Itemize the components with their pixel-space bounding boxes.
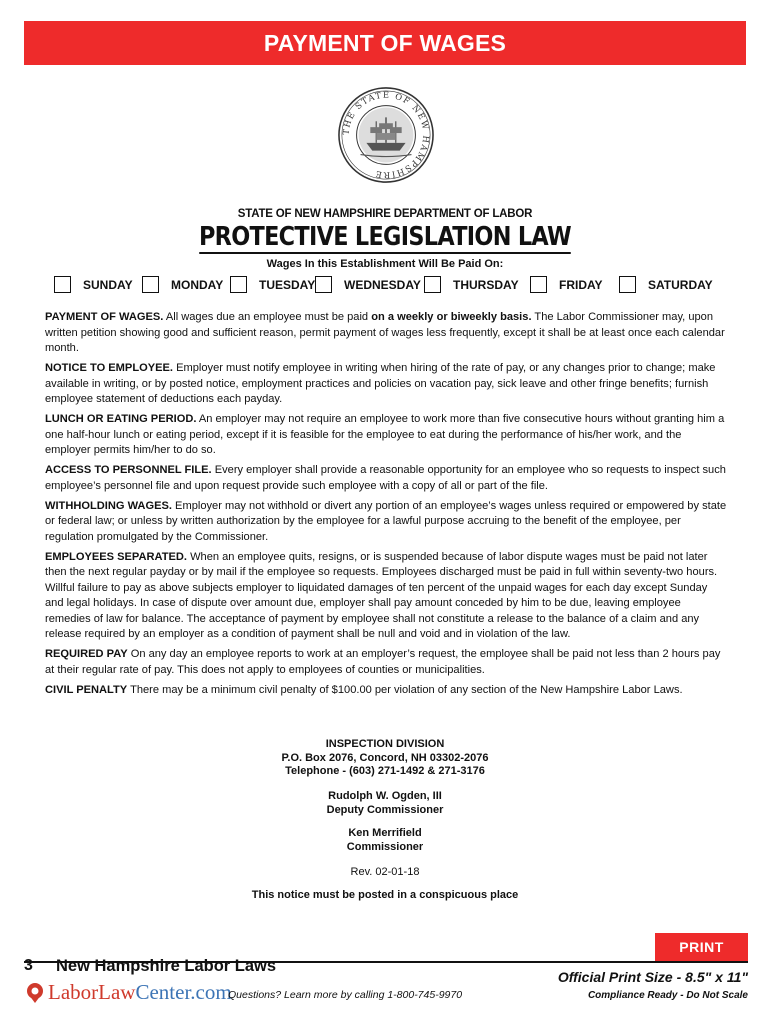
day-option-thursday [424, 276, 519, 293]
commissioner-title: Commissioner [346, 840, 424, 853]
day-label: WEDNESDAY [344, 277, 421, 292]
title-banner [24, 21, 746, 65]
questions-phone: Questions? Learn more by calling 1-800-745-9970 [228, 989, 463, 1001]
section-notice-to-employee [45, 361, 727, 408]
checkbox-friday[interactable] [530, 276, 547, 293]
section-personnel-file [45, 463, 727, 494]
section-payment-of-wages [45, 310, 727, 357]
logo-pin-icon [24, 982, 46, 1004]
section-text: Employer must notify employee in writing when hiring of the rate of pay, or any changes prior to change; make available in writing, or by posted notice, employment practices and policies on vacation pay, sick leave and other fringe benefits; furnish employee statement of deductions each payday. [45, 362, 716, 405]
section-heading: NOTICE TO EMPLOYEE. [45, 362, 174, 374]
seal-ring-text: THE STATE OF NEW HAMPSHIRE [340, 89, 432, 181]
section-heading: LUNCH OR EATING PERIOD. [45, 413, 197, 425]
section-text: The Labor Commissioner may, upon written petition showing good and sufficient reason, permit payment of wages less frequently, except it shall be at least once each calendar month. [45, 311, 725, 354]
section-lunch-period [45, 412, 727, 459]
page-title: PAYMENT OF WAGES [263, 29, 507, 56]
section-civil-penalty [45, 683, 727, 699]
laborlawcenter-logo[interactable] [24, 980, 232, 1005]
print-button[interactable]: PRINT [655, 933, 748, 961]
commissioner-block [0, 827, 770, 854]
checkbox-saturday[interactable] [619, 276, 636, 293]
section-heading: ACCESS TO PERSONNEL FILE. [45, 464, 212, 476]
state-seal-icon [337, 86, 435, 184]
logo-text-primary: LaborLaw [48, 980, 136, 1004]
day-label: MONDAY [171, 277, 224, 292]
law-title-text: PROTECTIVE LEGISLATION LAW [198, 222, 572, 252]
agency-name: STATE OF NEW HAMPSHIRE DEPARTMENT OF LABOR [237, 208, 533, 220]
logo-text-secondary: Center.com [135, 980, 232, 1004]
section-emphasis: on a weekly or biweekly basis. [371, 311, 532, 323]
page-number: 3 [24, 957, 33, 974]
day-label: SATURDAY [648, 277, 713, 292]
section-text: Every employer shall provide a reasonable opportunity for an employee who so requests to inspect such employee’s personnel file and upon request provide such employee with a copy of all or part of the file. [45, 464, 726, 492]
section-text: There may be a minimum civil penalty of $100.00 per violation of any section of the New Hampshire Labor Laws. [127, 683, 683, 696]
section-text: All wages due an employee must be paid [163, 311, 372, 323]
division-address: P.O. Box 2076, Concord, NH 03302-2076 [281, 751, 489, 764]
law-title [54, 222, 716, 252]
section-employees-separated [45, 550, 727, 643]
checkbox-wednesday[interactable] [315, 276, 332, 293]
section-text: Employer may not withhold or divert any portion of an employee’s wages unless required or empowered by state or federal law; or unless by written authorization by the employee for a lawful purpose accruing to the benefit of the employee, per regulation promulgated by the Commissioner. [45, 499, 727, 543]
paid-on-label: Wages In this Establishment Will Be Paid On: [266, 258, 504, 270]
revision: Rev. 02-01-18 [350, 866, 420, 878]
day-option-sunday [54, 276, 133, 293]
day-option-monday [142, 276, 223, 293]
day-option-tuesday [230, 276, 315, 293]
notice-body [45, 310, 727, 703]
checkbox-tuesday[interactable] [230, 276, 247, 293]
section-heading: WITHHOLDING WAGES. [45, 499, 172, 512]
section-text: When an employee quits, resigns, or is suspended because of labor dispute wages must be paid not later then the next regular payday or by mail if the employee so requests. Employees discharged must be paid in full within seventy-two hours. Willful failure to pay as above subjects employer to liquidated damages of ten percent of the unpaid wages for each day except Sunday and legal holidays. In case of dispute over amount due, employer shall pay amount conceded by him to be due, leaving employee remedies of law for balance. The acceptance of payment by employee shall not constitute a release to the balance of a claim and any release required by an employer as a condition of payment shall be null and void and in violation of the law. [45, 550, 718, 640]
section-heading: CIVIL PENALTY [45, 683, 128, 696]
checkbox-monday[interactable] [142, 276, 159, 293]
inspection-division-block [0, 738, 770, 779]
section-text: An employer may not require an employee to work more than five consecutive hours without granting him a one half-hour lunch or eating period, except if it is feasible for the employee to eat during the performance of his/her work, and the employer permits him/her to do so. [45, 413, 725, 456]
checkbox-thursday[interactable] [424, 276, 441, 293]
day-label: THURSDAY [453, 277, 519, 292]
commissioner-name: Ken Merrifield [348, 827, 422, 839]
division-phone: Telephone - (603) 271-1492 & 271-3176 [285, 765, 485, 777]
deputy-name: Rudolph W. Ogden, III [328, 790, 442, 802]
section-required-pay [45, 647, 727, 678]
checkbox-sunday[interactable] [54, 276, 71, 293]
day-label: TUESDAY [259, 277, 316, 292]
day-option-wednesday [315, 276, 421, 293]
section-heading: REQUIRED PAY [45, 648, 128, 660]
deputy-title: Deputy Commissioner [326, 803, 444, 816]
payday-checkbox-row [54, 276, 714, 298]
posting-note: This notice must be posted in a conspicuous place [251, 889, 519, 901]
footer-title: New Hampshire Labor Laws [56, 957, 277, 975]
section-text: On any day an employee reports to work at an employer’s request, the employee shall be paid not less than 2 hours pay at their regular rate of pay. This does not apply to employees of counties or municipalities. [45, 648, 721, 676]
deputy-block [0, 790, 770, 817]
compliance-note: Compliance Ready - Do Not Scale [587, 990, 748, 1001]
posting-note-wrap [0, 889, 770, 903]
section-withholding-wages [45, 499, 727, 546]
official-print-size: Official Print Size - 8.5" x 11" [557, 969, 748, 985]
day-option-friday [530, 276, 603, 293]
section-heading: EMPLOYEES SEPARATED. [45, 550, 187, 563]
day-label: SUNDAY [83, 277, 133, 292]
division-name: INSPECTION DIVISION [325, 738, 445, 750]
section-heading: PAYMENT OF WAGES. [45, 311, 164, 323]
day-option-saturday [619, 276, 713, 293]
day-label: FRIDAY [559, 277, 603, 292]
